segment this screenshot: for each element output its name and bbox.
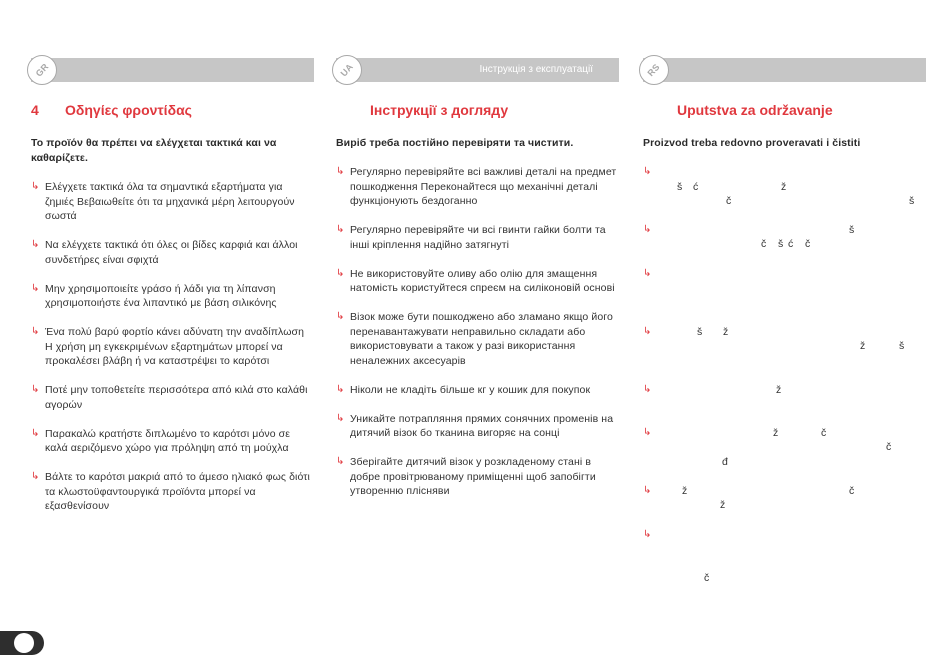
text-fragment: ć xyxy=(788,238,794,250)
care-list-rs xyxy=(643,165,926,586)
bullet-arrow-icon: ↳ xyxy=(643,528,652,540)
bullet-arrow-icon: ↳ xyxy=(643,485,652,496)
list-item-text: Ніколи не кладіть більше кг у кошик для покупок xyxy=(350,383,591,396)
list-item xyxy=(336,267,619,296)
list-item xyxy=(643,223,926,252)
section-title-ua: Інструкції з догляду xyxy=(370,102,509,118)
intro-text-rs: Proizvod treba redovno proveravati i čistiti xyxy=(643,137,861,149)
bullet-arrow-icon: ↳ xyxy=(31,239,40,250)
section-band-ua xyxy=(336,58,619,82)
bullet-arrow-icon: ↳ xyxy=(31,384,40,395)
list-item-text: Παρακαλώ κρατήστε διπλωμένο το καρότσι μόνο σε καλά αεριζόμενο χώρο για πρόληψη από τη μούχλα xyxy=(45,427,291,454)
bullet-arrow-icon: ↳ xyxy=(31,181,40,192)
section-band-rs xyxy=(643,58,926,82)
list-item xyxy=(643,267,926,311)
bullet-arrow-icon: ↳ xyxy=(336,267,345,279)
list-item-text: Регулярно перевіряйте чи всі гвинти гайки болти та інші кріплення надійно затягнуті xyxy=(350,224,606,251)
text-fragment: č xyxy=(805,238,811,250)
list-item xyxy=(643,528,926,586)
text-fragment: ž xyxy=(682,485,688,497)
text-fragment: č xyxy=(704,571,710,584)
list-item xyxy=(336,383,619,398)
text-fragment: č xyxy=(886,441,892,453)
list-item-text xyxy=(657,383,926,412)
list-item xyxy=(31,282,314,311)
list-item-text: Ελέγχετε τακτικά όλα τα σημαντικά εξαρτήματα για ζημιές Βεβαιωθείτε ότι τα μηχανικά μέρη λειτουργούν σωστά xyxy=(45,181,295,222)
list-item xyxy=(31,427,314,456)
text-fragment: ž xyxy=(781,181,787,193)
list-item-text xyxy=(657,165,926,209)
list-item xyxy=(336,455,619,499)
list-item-text: Να ελέγχετε τακτικά ότι όλες οι βίδες καρφιά και άλλοι συνδετήρες είναι σφιχτά xyxy=(45,239,298,266)
bullet-arrow-icon: ↳ xyxy=(643,325,652,337)
list-item xyxy=(336,223,619,252)
care-list-gr xyxy=(31,180,314,514)
column-gr xyxy=(31,58,314,514)
text-fragment: ž xyxy=(776,383,782,396)
list-item xyxy=(643,325,926,369)
list-item xyxy=(643,426,926,470)
list-item xyxy=(643,484,926,513)
bullet-arrow-icon: ↳ xyxy=(643,383,652,395)
text-fragment: š xyxy=(899,339,905,352)
section-title-gr: Οδηγίες φροντίδας xyxy=(65,102,192,118)
list-item-text: Візок може бути пошкоджено або зламано якщо його перенавантажувати неправильно складати або використовувати а також у разі використання неналежних аксесуарів xyxy=(350,311,613,367)
list-item xyxy=(31,238,314,267)
text-fragment: ž xyxy=(773,427,779,439)
intro-text-ua: Виріб треба постійно перевіряти та чистити. xyxy=(336,137,574,149)
text-fragment: č xyxy=(761,238,767,250)
page-number-tab xyxy=(0,631,44,655)
intro-text-gr: Το προϊόν θα πρέπει να ελέγχεται τακτικά και να καθαρίζετε. xyxy=(31,137,277,164)
bullet-arrow-icon: ↳ xyxy=(31,427,40,439)
text-fragment: ž xyxy=(860,339,866,352)
list-item-text: Зберігайте дитячий візок у розкладеному стані в добре провітрюваному приміщенні щоб запобігти утворенню плісняви xyxy=(350,456,596,497)
list-item-text: Ένα πολύ βαρύ φορτίο κάνει αδύνατη την αναδίπλωση Η χρήση μη εγκεκριμένων εξαρτημάτων μπορεί να προκαλέσει βλάβη ή να καταστρέψει το καρότσι xyxy=(45,326,305,367)
list-item-text: Уникайте потрапляння прямих сонячних променів на дитячий візок бо тканина вигоряє на сонці xyxy=(350,412,614,439)
section-title-rs: Uputstva za održavanje xyxy=(677,102,833,118)
list-item xyxy=(336,310,619,368)
list-item-text xyxy=(657,528,926,586)
bullet-arrow-icon: ↳ xyxy=(31,282,40,294)
language-badge-rs: RS xyxy=(639,55,669,85)
bullet-arrow-icon: ↳ xyxy=(336,383,345,395)
list-item-text xyxy=(657,325,926,369)
care-list-ua xyxy=(336,165,619,499)
text-fragment: š xyxy=(909,195,915,207)
bullet-arrow-icon: ↳ xyxy=(31,326,40,337)
text-fragment: č xyxy=(821,427,827,439)
list-item xyxy=(31,180,314,224)
section-heading-ua xyxy=(336,102,619,120)
list-item xyxy=(643,165,926,209)
column-rs xyxy=(643,58,926,586)
bullet-arrow-icon: ↳ xyxy=(643,166,652,177)
list-item-text: Ποτέ μην τοποθετείτε περισσότερα από κιλά στο καλάθι αγορών xyxy=(45,384,308,411)
text-fragment: š xyxy=(778,238,784,250)
list-item-text: Регулярно перевіряйте всі важливі деталі на предмет пошкодження Переконайтеся що механічні деталі функціонують бездоганно xyxy=(350,166,617,207)
section-number: 4 xyxy=(31,102,39,118)
list-item-text: Μην χρησιμοποιείτε γράσο ή λάδι για τη λίπανση χρησιμοποιήστε ένα λιπαντικό με βάση σιλικόνης xyxy=(45,282,277,309)
column-ua xyxy=(336,58,619,499)
text-fragment: č xyxy=(726,195,732,207)
bullet-arrow-icon: ↳ xyxy=(31,471,40,482)
text-fragment: ž xyxy=(723,325,729,338)
text-fragment: š xyxy=(677,181,683,193)
list-item-text xyxy=(657,267,926,311)
bullet-arrow-icon: ↳ xyxy=(336,166,345,177)
text-fragment: ž xyxy=(720,499,726,511)
list-item-text: Βάλτε το καρότσι μακριά από το άμεσο ηλιακό φως διότι τα κλωστοϋφαντουργικά προϊόντα μπορεί να εξασθενίσουν xyxy=(45,471,310,512)
bullet-arrow-icon: ↳ xyxy=(336,456,345,467)
text-fragment: đ xyxy=(722,456,728,468)
language-badge-gr: GR xyxy=(27,55,57,85)
list-item xyxy=(336,412,619,441)
section-heading-rs xyxy=(643,102,926,120)
bullet-arrow-icon: ↳ xyxy=(643,267,652,279)
text-fragment: š xyxy=(849,224,855,236)
list-item xyxy=(31,470,314,514)
list-item xyxy=(643,383,926,412)
bullet-arrow-icon: ↳ xyxy=(643,427,652,438)
list-item-text: Не використовуйте оливу або олію для змащення натомість користуйтеся спреєм на силіконовій основі xyxy=(350,267,615,294)
bullet-arrow-icon: ↳ xyxy=(643,224,652,235)
text-fragment: č xyxy=(849,485,855,497)
manual-title-ua: Інструкція з експлуатації xyxy=(479,64,593,75)
list-item xyxy=(336,165,619,209)
section-heading-gr xyxy=(31,102,314,120)
list-item-text xyxy=(657,426,926,470)
language-badge-ua: UA xyxy=(332,55,362,85)
bullet-arrow-icon: ↳ xyxy=(336,224,345,235)
page-dot-icon xyxy=(14,633,34,653)
section-band-gr xyxy=(31,58,314,82)
list-item-text xyxy=(657,484,926,513)
list-item-text xyxy=(657,223,926,252)
text-fragment: ć xyxy=(693,181,699,193)
bullet-arrow-icon: ↳ xyxy=(336,412,345,424)
list-item xyxy=(31,383,314,412)
list-item xyxy=(31,325,314,369)
bullet-arrow-icon: ↳ xyxy=(336,311,345,322)
text-fragment: š xyxy=(697,325,703,338)
